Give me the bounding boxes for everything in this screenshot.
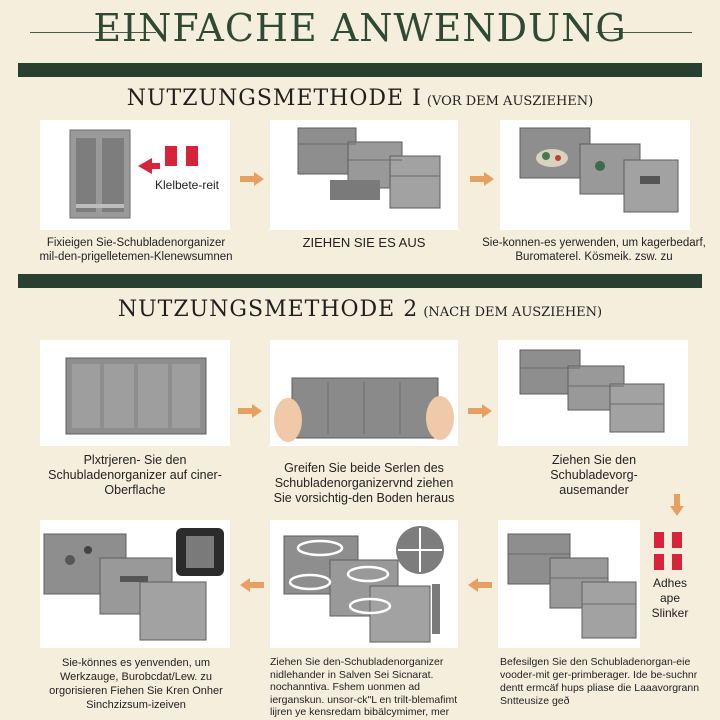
method-1-step-3-caption: Sie-konnen-es yerwenden, um kagerbedarf, Buromaterel. Kösmeik. zsw. zu — [482, 237, 706, 263]
sticker-label: Adhes ape Slinker — [651, 576, 689, 620]
tiered-organizer-illustration — [270, 120, 458, 230]
arrow-right-icon — [470, 172, 494, 186]
hands-holding-organizer-illustration — [270, 340, 458, 446]
arrow-left-icon — [468, 578, 492, 592]
method-1-subtitle: (VOR DEM AUSZIEHEN) — [426, 94, 594, 109]
flat-organizer-illustration — [40, 340, 230, 446]
method-2-step-5-image — [270, 520, 458, 648]
method-2-step-1-image — [40, 340, 230, 446]
filled-organizer-illustration — [500, 120, 690, 230]
arrow-right-icon — [468, 404, 492, 418]
arrow-down-icon — [670, 494, 684, 516]
arrow-right-icon — [238, 404, 262, 418]
method-1-step-3-image — [500, 120, 690, 230]
adhesive-sticker-legend — [648, 528, 708, 638]
method-1-step-2-image — [270, 120, 458, 230]
method-1-step-1-image — [40, 120, 230, 230]
organizer-with-stickers-illustration — [40, 120, 230, 230]
method-2-subtitle: (NACH DEM AUSZIEHEN) — [423, 305, 603, 320]
sticker-icon — [186, 146, 198, 166]
method-2-step-2-caption: Greifen Sie beide Serlen des Schubladenorganizervnd ziehen Sie vorsichtig-den Boden heraus — [273, 461, 455, 505]
arrow-left-icon — [240, 578, 264, 592]
sticker-icon — [654, 532, 664, 548]
sticker-icon — [654, 554, 664, 570]
method-1-heading — [0, 86, 720, 111]
sticker-icon — [165, 146, 177, 166]
expanded-organizer-illustration — [498, 340, 688, 446]
method-2-step-1-caption: Plxtrjeren- Sie den Schubladenorganizer auf ciner-Oberflache — [48, 453, 222, 497]
method-2-step-5-caption: Ziehen Sie den-Schubladenorganizer nidlehander in Salven Sei Sicnarat. nochanntiva. Fshem uonmen ad ierganskun. unsor-ck"L en trilt-blemafimt lijren ye kensredam bibälcymimer, mer — [270, 656, 458, 718]
red-arrow-icon — [138, 158, 160, 174]
sticker-label: Klelbete-reit — [154, 178, 220, 192]
sticker-icon — [672, 554, 682, 570]
method-2-title: NUTZUNGSMETHODE 2 — [117, 297, 419, 322]
method-2-step-3-caption: Ziehen Sie den Schubladevorg-ausemander — [550, 453, 638, 497]
method-1-title: NUTZUNGSMETHODE I — [126, 86, 422, 111]
tools-organizer-illustration — [40, 520, 230, 648]
method-2-step-4-caption: Befesilgen Sie den Schubladenorgan-eie vooder-mit ger-primberager. Ide be-suchnr dentt ermcäf hups pliase die Laaavorgrann Sntteusize geð — [500, 656, 700, 707]
page-title: EINFACHE ANWENDUNG — [93, 6, 627, 50]
method-2-step-2-image — [270, 340, 458, 446]
method-2-step-4-image — [498, 520, 640, 648]
divider-band-2 — [18, 274, 702, 288]
adjust-dividers-illustration — [270, 520, 458, 648]
method-1-step-1-caption: Fixieigen Sie-Schubladenorganizer mil-den-prigelletemen-Klenewsumnen — [39, 237, 233, 263]
divider-band-1 — [18, 63, 702, 77]
sticker-icon — [672, 532, 682, 548]
tiered-organizer-illustration — [498, 520, 640, 648]
arrow-right-icon — [240, 172, 264, 186]
method-2-heading — [0, 297, 720, 322]
method-2-step-6-image — [40, 520, 230, 648]
method-2-step-6-caption: Sie-könnes es yenvenden, um Werkzauge, Burobcdat/Lew. zu orgorisieren Fiehen Sie Kren Onher Sinchzizsum-izeiven — [49, 657, 223, 711]
method-1-step-2-caption: ZIEHEN SIE ES AUS — [302, 235, 426, 250]
title-area — [0, 0, 720, 60]
method-2-step-3-image — [498, 340, 688, 446]
